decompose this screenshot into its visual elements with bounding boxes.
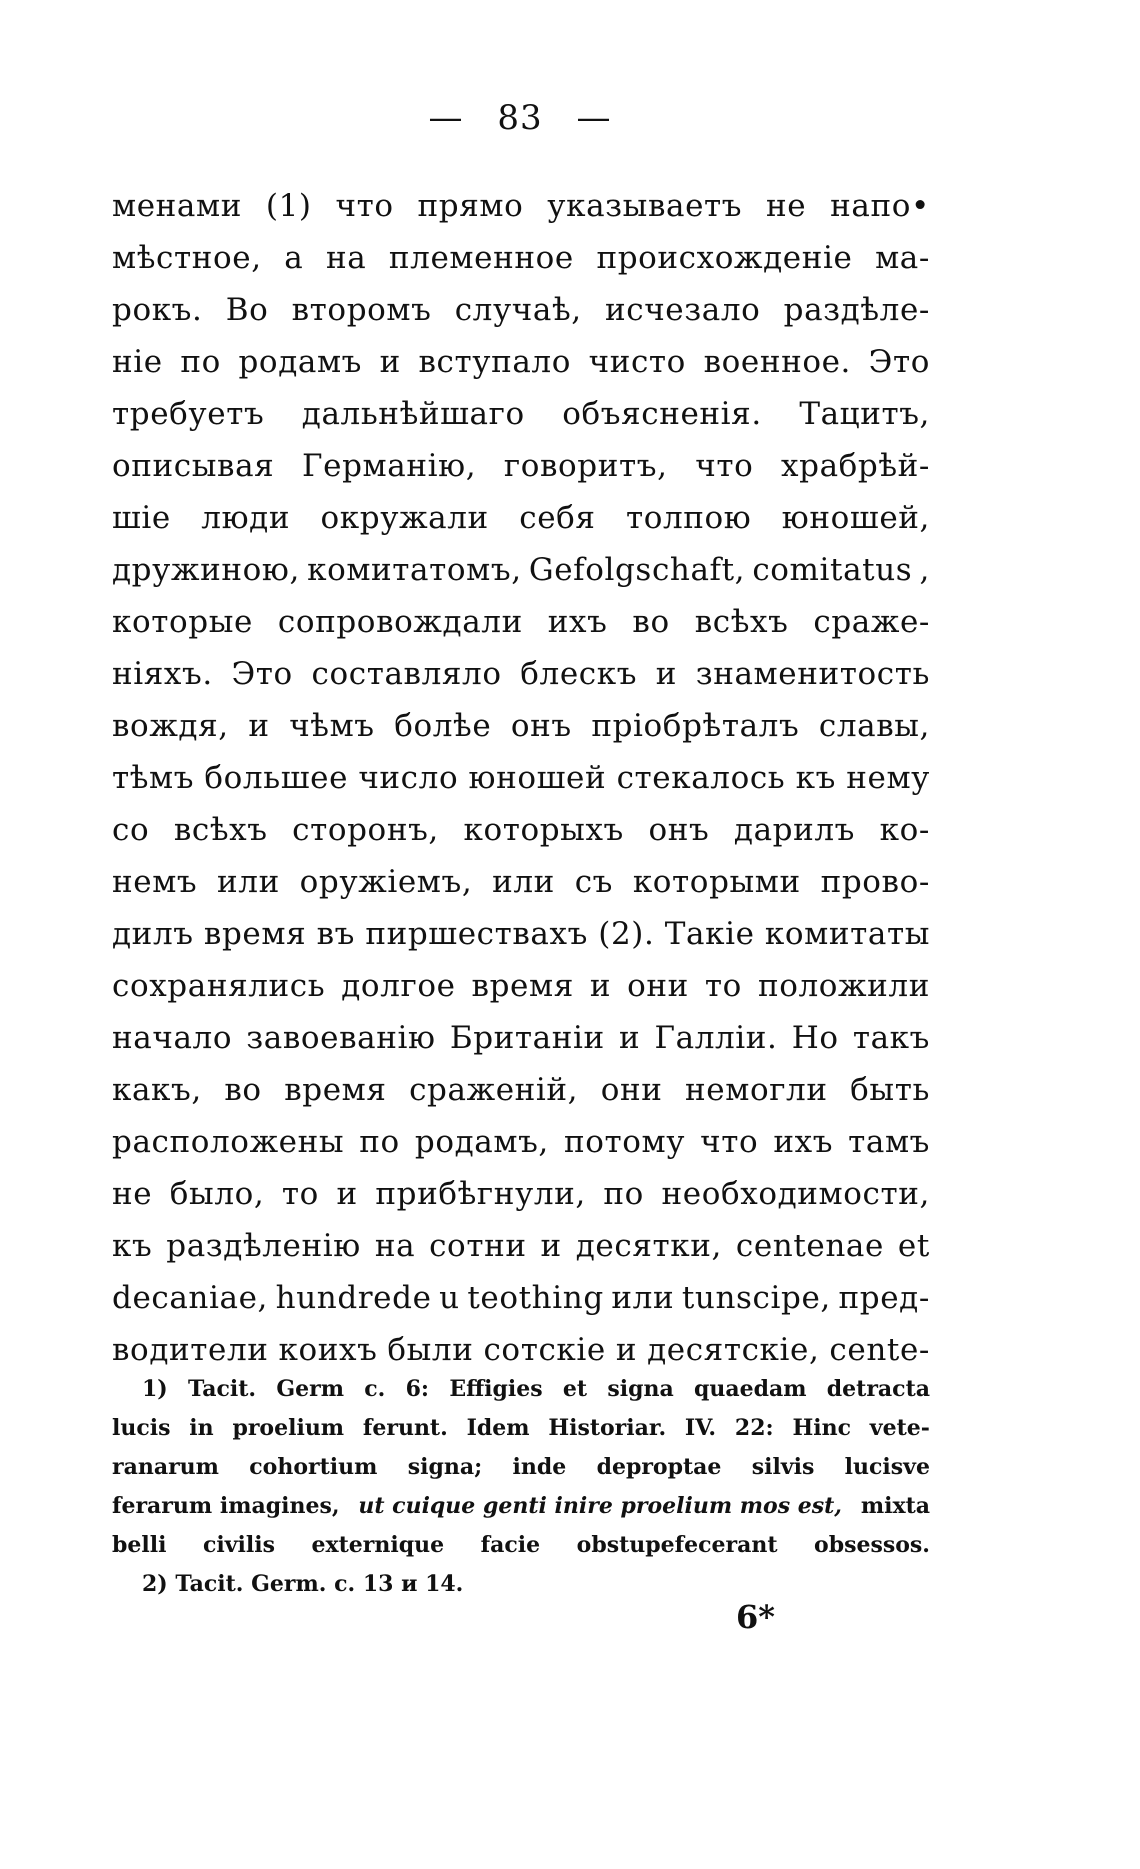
text-line: вождя, и чѣмъ болѣе онъ пріобрѣталъ славы, (112, 708, 930, 744)
footnote-1-line: lucis in proelium ferunt. Idem Historiar. IV. 22: Hinc vete- (112, 1415, 930, 1441)
text-line: не было, то и прибѣгнули, по необходимости, (112, 1176, 930, 1212)
text-line: шіе люди окружали себя толпою юношей, (112, 500, 930, 536)
text-line: немъ или оружіемъ, или съ которыми прово- (112, 864, 930, 900)
header-dash-left: — (428, 98, 464, 138)
text-line: сохранялись долгое время и они то положили (112, 968, 930, 1004)
text-line: водители коихъ были сотскіе и десятскіе, cente- (112, 1332, 930, 1368)
text-line: начало завоеванію Британіи и Галліи. Но такъ (112, 1020, 930, 1056)
page-header (0, 98, 1040, 138)
page-number: 83 (497, 98, 543, 138)
signature-mark: 6* (736, 1598, 775, 1636)
text-line: дружиною, комитатомъ, Gefolgschaft, comitatus , (112, 552, 930, 588)
text-line: описывая Германію, говоритъ, что храбрѣй- (112, 448, 930, 484)
footnote-1-italic: ut cuique genti inire proelium mos est, (358, 1493, 842, 1519)
footnote-2: 2) Tacit. Germ. c. 13 и 14. (142, 1571, 464, 1597)
text-line: тѣмъ большее число юношей стекалось къ нему (112, 760, 930, 796)
text-line: къ раздѣленію на сотни и десятки, centenae et (112, 1228, 930, 1264)
footnotes (112, 1370, 930, 1604)
text-line: decaniae, hundrede u teothing или tunscipe, пред- (112, 1280, 930, 1316)
text-line: дилъ время въ пиршествахъ (2). Такіе комитаты (112, 916, 930, 952)
footnote-1-line: ranarum cohortium signa; inde deproptae silvis lucisve (112, 1454, 930, 1480)
text-line: требуетъ дальнѣйшаго объясненія. Тацитъ, (112, 396, 930, 432)
text-line: ніяхъ. Это составляло блескъ и знаменитость (112, 656, 930, 692)
footnote-1-text: ferarum imagines, (112, 1493, 340, 1519)
text-line: мѣстное, а на племенное происхожденіе ма- (112, 240, 930, 276)
footnote-1-line: belli civilis externique facie obstupefecerant obsessos. (112, 1532, 930, 1558)
footnote-1-text: mixta (860, 1493, 930, 1519)
text-line: менами (1) что прямо указываетъ не напо• (112, 188, 930, 224)
text-line: какъ, во время сраженій, они немогли быть (112, 1072, 930, 1108)
main-text (112, 180, 930, 1376)
footnote-1-line: 1) Tacit. Germ c. 6: Effigies et signa quaedam detracta (142, 1376, 930, 1402)
text-line: расположены по родамъ, потому что ихъ тамъ (112, 1124, 930, 1160)
footnote-1-line (112, 1487, 930, 1526)
text-line: со всѣхъ сторонъ, которыхъ онъ дарилъ ко- (112, 812, 930, 848)
text-line: ніе по родамъ и вступало чисто военное. Это (112, 344, 930, 380)
header-dash-right: — (576, 98, 612, 138)
text-line: рокъ. Во второмъ случаѣ, исчезало раздѣле- (112, 292, 930, 328)
text-line: которые сопровождали ихъ во всѣхъ сраже- (112, 604, 930, 640)
